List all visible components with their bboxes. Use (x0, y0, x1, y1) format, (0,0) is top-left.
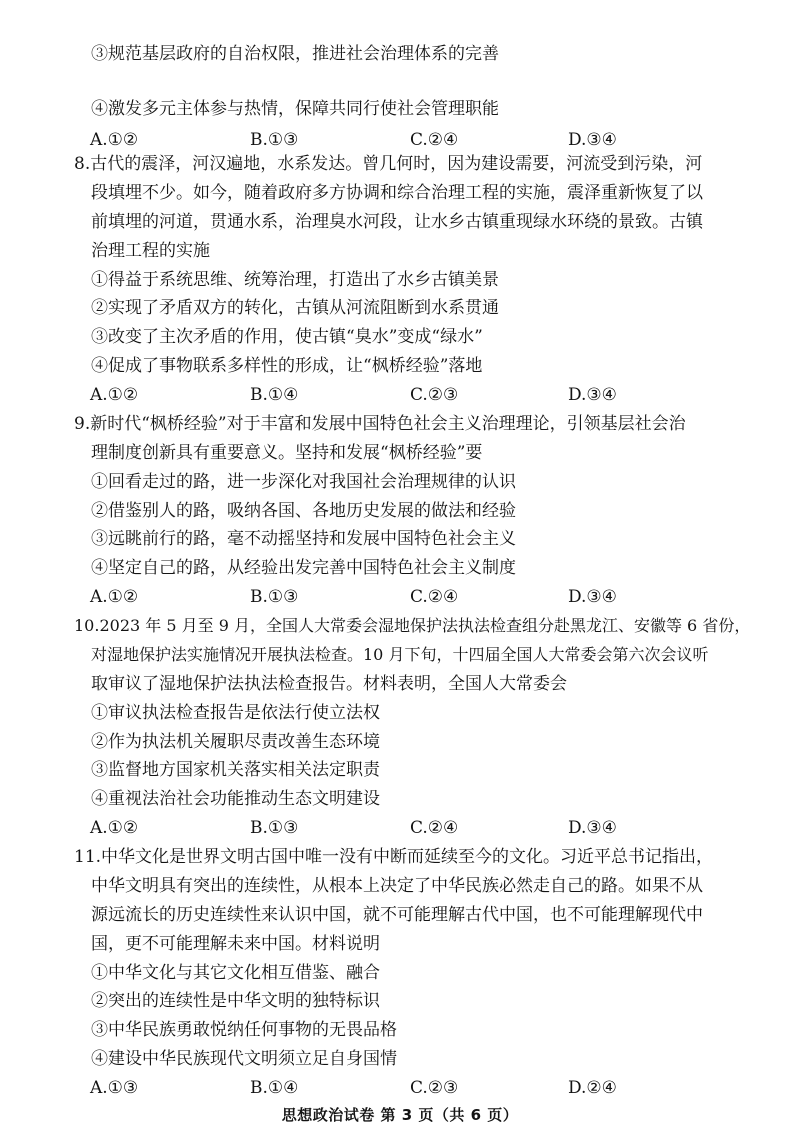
option-d[interactable]: D.③④ (568, 130, 617, 150)
q8-item-2: ②实现了矛盾双方的转化，古镇从河流阻断到水系贯通 (91, 298, 499, 318)
q11-stem-1: 中华文化是世界文明古国中唯一没有中断而延续至今的文化。习近平总书记指出， (101, 847, 714, 867)
q8-option-c[interactable]: C.②③ (410, 385, 459, 405)
cont-item-3: ③规范基层政府的自治权限，推进社会治理体系的完善 (91, 44, 499, 64)
q8-number: 8. (74, 154, 91, 174)
q10-option-d[interactable]: D.③④ (568, 818, 617, 838)
q10-stem-3: 取审议了湿地保护法执法检查报告。材料表明，全国人大常委会 (91, 674, 567, 694)
q10-option-c[interactable]: C.②④ (410, 818, 459, 838)
q8-item-4: ④促成了事物联系多样性的形成，让“枫桥经验”落地 (91, 356, 483, 376)
option-a[interactable]: A.①② (90, 130, 139, 150)
q8-option-d[interactable]: D.③④ (568, 385, 617, 405)
q11-option-d[interactable]: D.②④ (568, 1078, 617, 1098)
q9-item-4: ④坚定自己的路，从经验出发完善中国特色社会主义制度 (91, 558, 516, 578)
q9-options (90, 586, 790, 610)
q9-stem-2: 理制度创新具有重要意义。坚持和发展“枫桥经验”要 (91, 443, 483, 463)
q9-option-d[interactable]: D.③④ (568, 587, 617, 607)
q9-line-1 (74, 413, 686, 435)
q8-item-1: ①得益于系统思维、统筹治理，打造出了水乡古镇美景 (91, 270, 499, 290)
cont-item-4: ④激发多元主体参与热情，保障共同行使社会管理职能 (91, 99, 499, 119)
q9-option-c[interactable]: C.②④ (410, 587, 459, 607)
q11-stem-3: 源远流长的历史连续性来认识中国，就不可能理解古代中国，也不可能理解现代中 (91, 905, 703, 925)
q10-item-2: ②作为执法机关履职尽责改善生态环境 (91, 732, 380, 752)
q8-line-1 (74, 153, 702, 175)
page-footer: 思想政治试卷 第 3 页（共 6 页） (281, 1106, 519, 1124)
q8-stem-2: 段填埋不少。如今，随着政府多方协调和综合治理工程的实施，震泽重新恢复了以 (91, 183, 703, 203)
q11-option-c[interactable]: C.②③ (410, 1078, 459, 1098)
q10-item-3: ③监督地方国家机关落实相关法定职责 (91, 760, 380, 780)
q10-line-1 (74, 615, 750, 637)
q9-stem-1: 新时代“枫桥经验”对于丰富和发展中国特色社会主义治理理论，引领基层社会治 (90, 414, 686, 434)
q8-stem-3: 前填埋的河道，贯通水系，治理臭水河段，让水乡古镇重现绿水环绕的景致。古镇 (91, 212, 703, 232)
q11-option-a[interactable]: A.①③ (90, 1078, 139, 1098)
option-b[interactable]: B.①③ (250, 130, 299, 150)
q10-options (90, 817, 790, 841)
q10-number: 10. (74, 616, 100, 635)
q11-item-4: ④建设中华民族现代文明须立足自身国情 (91, 1049, 397, 1069)
q10-item-4: ④重视法治社会功能推动生态文明建设 (91, 789, 380, 809)
q9-option-a[interactable]: A.①② (90, 587, 139, 607)
option-c[interactable]: C.②④ (410, 130, 459, 150)
q11-item-2: ②突出的连续性是中华文明的独特标识 (91, 991, 380, 1011)
q8-option-a[interactable]: A.①② (90, 385, 139, 405)
q9-item-2: ②借鉴别人的路，吸纳各国、各地历史发展的做法和经验 (91, 501, 516, 521)
q10-stem-2: 对湿地保护法实施情况开展执法检查。10 月下旬，十四届全国人大常委会第六次会议听 (91, 645, 709, 664)
q10-item-1: ①审议执法检查报告是依法行使立法权 (91, 703, 380, 723)
q8-stem-1: 古代的震泽，河汉遍地，水系发达。曾几何时，因为建设需要，河流受到污染，河 (90, 154, 703, 174)
q11-item-1: ①中华文化与其它文化相互借鉴、融合 (91, 963, 380, 983)
q10-option-a[interactable]: A.①② (90, 818, 139, 838)
q9-option-b[interactable]: B.①③ (250, 587, 299, 607)
q11-line-1 (74, 846, 713, 868)
q9-item-1: ①回看走过的路，进一步深化对我国社会治理规律的认识 (91, 472, 516, 492)
q8-item-3: ③改变了主次矛盾的作用，使古镇“臭水”变成“绿水” (91, 327, 483, 347)
q9-item-3: ③远眺前行的路，毫不动摇坚持和发展中国特色社会主义 (91, 529, 516, 549)
q11-stem-4: 国，更不可能理解未来中国。材料说明 (91, 934, 380, 954)
q11-item-3: ③中华民族勇敢悦纳任何事物的无畏品格 (91, 1020, 397, 1040)
q9-number: 9. (74, 414, 91, 434)
q10-option-b[interactable]: B.①③ (250, 818, 299, 838)
q11-number: 11. (74, 847, 102, 867)
q11-options (90, 1077, 790, 1101)
q8-options (90, 384, 790, 408)
q11-stem-2: 中华文明具有突出的连续性，从根本上决定了中华民族必然走自己的路。如果不从 (91, 876, 703, 896)
q8-option-b[interactable]: B.①④ (250, 385, 299, 405)
q8-stem-4: 治理工程的实施 (91, 241, 210, 261)
q11-option-b[interactable]: B.①④ (250, 1078, 299, 1098)
cont-options (90, 129, 790, 153)
q10-stem-1: 2023 年 5 月至 9 月，全国人大常委会湿地保护法执法检查组分赴黑龙江、安徽等 6 省份， (99, 616, 751, 635)
